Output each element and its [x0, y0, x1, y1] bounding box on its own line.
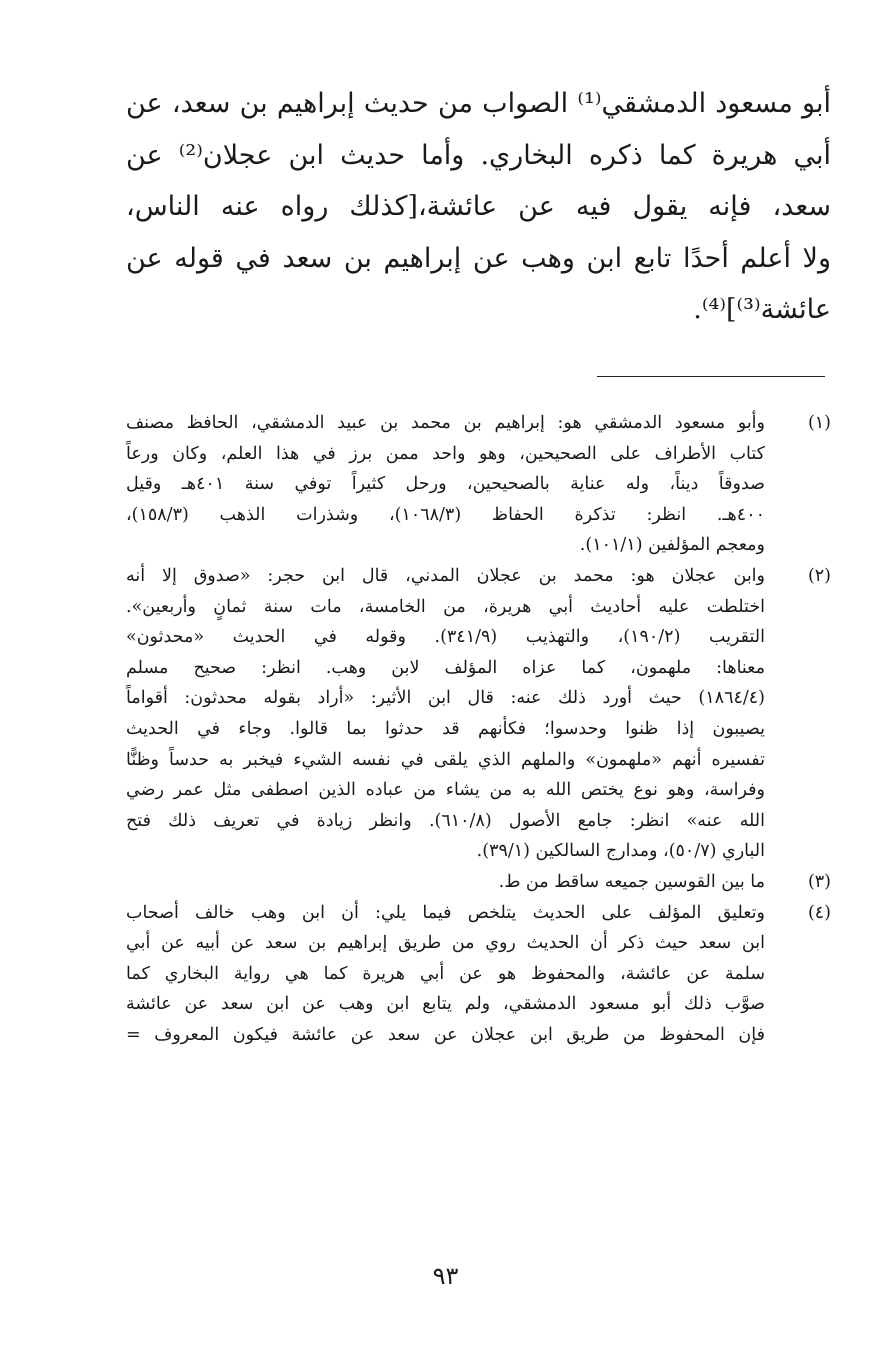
main-text-line: أبي هريرة كما ذكره البخاري. وأما حديث ابن عجلان⁽²⁾ عن [126, 139, 831, 171]
footnote-line: ابن سعد حيث ذكر أن الحديث روي من طريق إبراهيم بن سعد عن أبيه عن أبي [126, 933, 765, 954]
footnote-line: يصيبون إذا ظنوا وحدسوا؛ فكأنهم قد حدثوا بما قالوا. وجاء في الحديث [126, 718, 765, 739]
main-text-line: أبو مسعود الدمشقي⁽¹⁾ الصواب من حديث إبراهيم بن سعد، عن [126, 88, 831, 119]
footnote-2 [126, 561, 831, 867]
footnote-line: التقريب (١٩٠/٢)، والتهذيب (٣٤١/٩). وقوله في الحديث «محدثون» [126, 627, 765, 648]
main-text-line: سعد، فإنه يقول فيه عن عائشة،[كذلك رواه عنه الناس، [126, 191, 831, 222]
footnote-line: فإن المحفوظ من طريق ابن عجلان عن سعد عن عائشة فيكون المعروف = [126, 1024, 765, 1045]
footnotes [126, 408, 831, 1050]
footnote-line: وفراسة، وهو نوع يختص الله به من يشاء من عباده الذين اصطفى مثل عمر رضي [126, 780, 765, 801]
footnote-line: وابن عجلان هو: محمد بن عجلان المدني، قال ابن حجر: «صدوق إلا أنه [126, 565, 765, 586]
page-number: ٩٣ [432, 1262, 459, 1290]
footnote-line: كتاب الأطراف على الصحيحين، وهو واحد ممن برز في هذا العلم، وكان ورعاً [126, 443, 765, 464]
footnote-line: (١٨٦٤/٤) حيث أورد ذلك عنه: قال ابن الأثير: «أراد بقوله محدثون: أقواماً [126, 688, 765, 709]
footnote-1 [126, 408, 831, 561]
footnote-4 [126, 898, 831, 1051]
footnote-number: (٢) [807, 565, 831, 586]
main-text-line: ولا أعلم أحدًا تابع ابن وهب عن إبراهيم بن سعد في قوله عن [126, 242, 831, 274]
footnote-number: (٤) [807, 902, 831, 923]
footnote-line: صوَّب ذلك أبو مسعود الدمشقي، ولم يتابع ابن وهب عن ابن سعد عن عائشة [126, 994, 765, 1015]
footnote-3 [126, 867, 831, 898]
footnote-line: الباري (٥٠/٧)، ومدارج السالكين (٣٩/١). [476, 841, 765, 862]
footnote-separator [597, 376, 825, 377]
footnote-line: وتعليق المؤلف على الحديث يتلخص فيما يلي: أن ابن وهب خالف أصحاب [126, 902, 765, 923]
footnote-line: سلمة عن عائشة، والمحفوظ هو عن أبي هريرة كما هي رواية البخاري كما [126, 963, 765, 984]
footnote-line: صدوقاً ديناً، وله عناية بالصحيحين، ورحل كثيراً توفي سنة ٤٠١هـ وقيل [126, 474, 765, 495]
footnote-line: معناها: ملهمون، كما عزاه المؤلف لابن وهب. انظر: صحيح مسلم [126, 657, 765, 678]
footnote-number: (١) [807, 413, 831, 433]
footnote-line: ٤٠٠هـ. انظر: تذكرة الحفاظ (١٠٦٨/٣)، وشذرات الذهب (١٥٨/٣)، [126, 504, 765, 525]
footnote-line: الله عنه» انظر: جامع الأصول (٦١٠/٨). وانظر زيادة في تعريف ذلك فتح [126, 810, 765, 831]
footnote-line: تفسيره أنهم «ملهمون» والملهم الذي يلقى في نفسه الشيء فيخبر به حدساً وظنًّا [126, 749, 765, 770]
footnote-line: اختلطت عليه أحاديث أبي هريرة، من الخامسة، مات سنة ثمانٍ وأربعين». [126, 596, 765, 617]
footnote-line: وأبو مسعود الدمشقي هو: إبراهيم بن محمد بن عبيد الدمشقي، الحافظ مصنف [126, 413, 765, 433]
footnote-number: (٣) [807, 871, 831, 892]
main-text-line: عائشة⁽³⁾]⁽⁴⁾. [693, 294, 831, 325]
main-text [126, 78, 831, 336]
footnote-line: ما بين القوسين جميعه ساقط من ط. [498, 871, 765, 892]
footnote-line: ومعجم المؤلفين (١٠١/١). [579, 535, 765, 556]
